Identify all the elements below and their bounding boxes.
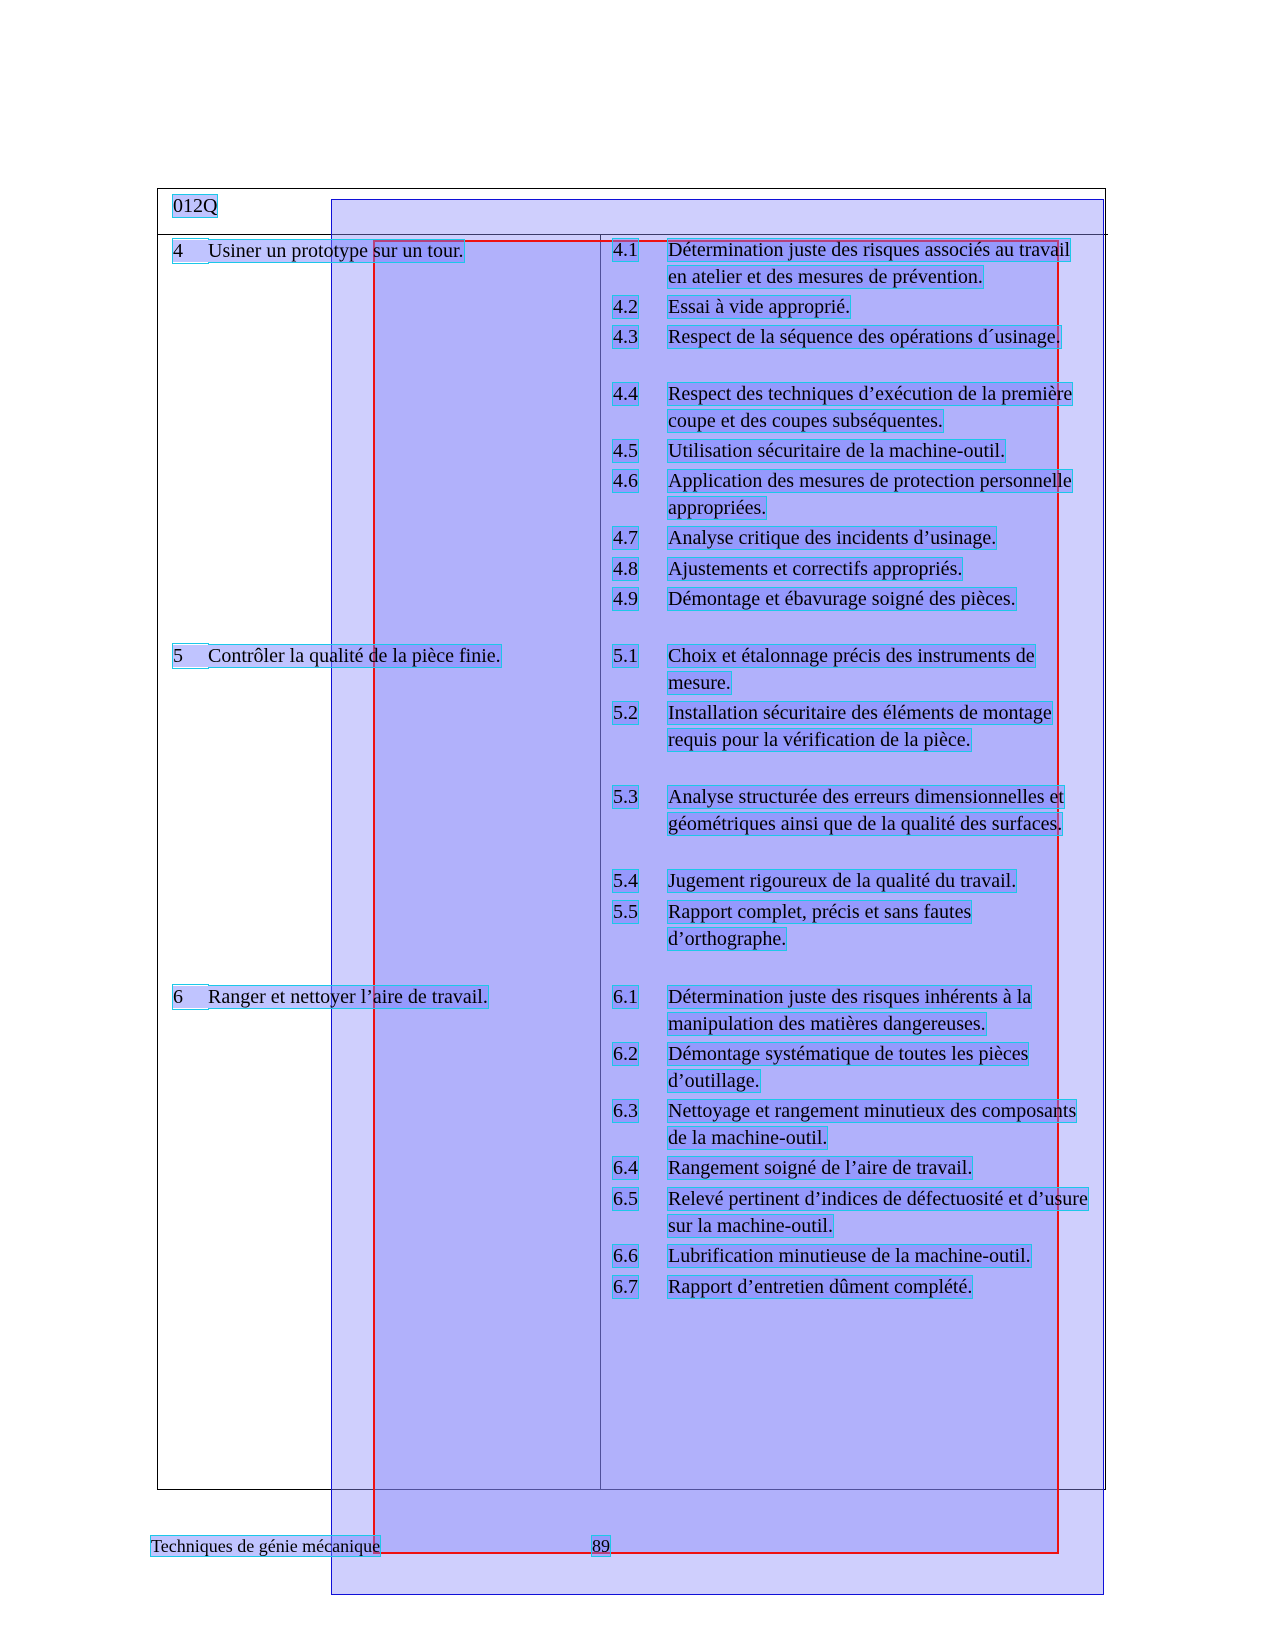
criterion-4-2: 4.2 Essai à vide approprié. xyxy=(613,296,851,318)
competency-code: 012Q xyxy=(173,195,218,217)
criterion-5-3: 5.3 Analyse structurée des erreurs dimensionnelles et géométriques ainsi que de la qualité des surfaces. xyxy=(613,786,1064,835)
criterion-4-3: 4.3 Respect de la séquence des opérations d´usinage. xyxy=(613,326,1061,348)
criterion-6-2: 6.2 Démontage systématique de toutes les pièces d’outillage. xyxy=(613,1043,1029,1092)
task-5 xyxy=(173,644,501,668)
criterion-6-4: 6.4 Rangement soigné de l’aire de travail. xyxy=(613,1157,973,1179)
footer-program: Techniques de génie mécanique xyxy=(151,1536,381,1556)
criterion-4-6: 4.6 Application des mesures de protection personnelle appropriées. xyxy=(613,470,1072,519)
criterion-4-7: 4.7 Analyse critique des incidents d’usinage. xyxy=(613,527,997,549)
task-number: 5 xyxy=(173,645,183,667)
criterion-5-2: 5.2 Installation sécuritaire des éléments de montage requis pour la vérification de la pièce. xyxy=(613,702,1052,751)
criterion-4-5: 4.5 Utilisation sécuritaire de la machine-outil. xyxy=(613,440,1006,462)
task-number: 4 xyxy=(173,240,183,262)
task-4 xyxy=(173,239,464,263)
criterion-6-5: 6.5 Relevé pertinent d’indices de défectuosité et d’usure sur la machine-outil. xyxy=(613,1188,1088,1237)
criterion-4-1: 4.1 Détermination juste des risques associés au travail en atelier et des mesures de prévention. xyxy=(613,239,1071,288)
task-title: Contrôler la qualité de la pièce finie. xyxy=(208,645,501,667)
task-title: Usiner un prototype sur un tour. xyxy=(208,240,464,262)
criterion-6-6: 6.6 Lubrification minutieuse de la machine-outil. xyxy=(613,1245,1031,1267)
task-6 xyxy=(173,985,488,1009)
criterion-4-9: 4.9 Démontage et ébavurage soigné des pièces. xyxy=(613,588,1016,610)
criterion-5-4: 5.4 Jugement rigoureux de la qualité du travail. xyxy=(613,870,1017,892)
criterion-6-7: 6.7 Rapport d’entretien dûment complété. xyxy=(613,1276,973,1298)
criterion-5-5: 5.5 Rapport complet, précis et sans fautes d’orthographe. xyxy=(613,901,972,950)
page-number: 89 xyxy=(592,1536,610,1556)
criterion-6-1: 6.1 Détermination juste des risques inhérents à la manipulation des matières dangereuses. xyxy=(613,986,1032,1035)
task-number: 6 xyxy=(173,986,183,1008)
task-title: Ranger et nettoyer l’aire de travail. xyxy=(208,986,488,1008)
criterion-4-4: 4.4 Respect des techniques d’exécution de la première coupe et des coupes subséquentes. xyxy=(613,383,1073,432)
criterion-5-1: 5.1 Choix et étalonnage précis des instruments de mesure. xyxy=(613,645,1035,694)
criterion-6-3: 6.3 Nettoyage et rangement minutieux des composants de la machine-outil. xyxy=(613,1100,1077,1149)
criterion-4-8: 4.8 Ajustements et correctifs appropriés. xyxy=(613,558,963,580)
